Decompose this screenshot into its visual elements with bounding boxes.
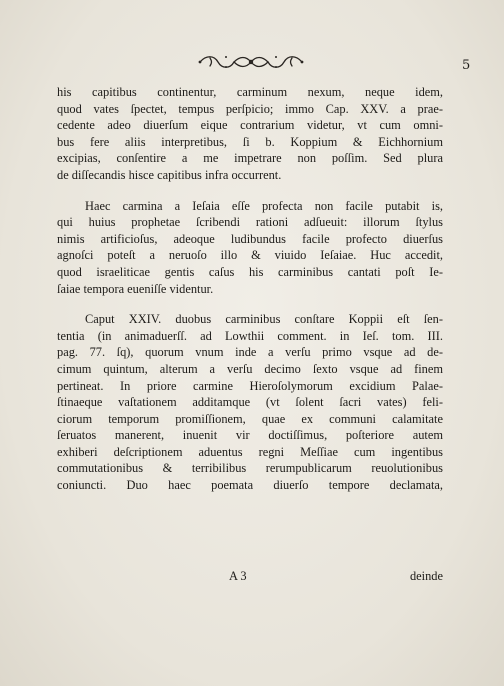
page-footer bbox=[57, 568, 443, 584]
catchword: deinde bbox=[409, 569, 443, 583]
page-number: 5 bbox=[462, 58, 471, 73]
text-line: quod israeliticae gentis caſus his carminibus cantati poſt Ie- bbox=[57, 264, 443, 279]
text-line: pertineat. In priore carmine Hieroſolymorum excidium Palae- bbox=[57, 378, 443, 393]
text-line: his capitibus continentur, carminum nexum, neque idem, bbox=[57, 85, 443, 99]
signature-mark: A 3 bbox=[229, 569, 247, 583]
text-line: ciorum temporum promiſſionem, quae ex communi calamitate bbox=[57, 411, 443, 426]
text-line: nimis artificioſus, adeoque ludibundus facile profecto diuerſus bbox=[57, 231, 443, 246]
text-line: ſaiae tempora eueniſſe videntur. bbox=[57, 281, 214, 296]
text-line: commutationibus & terribilibus rerumpublicarum reuolutionibus bbox=[57, 461, 443, 476]
text-line: coniuncti. Duo haec poemata diuerſo tempore declamata, bbox=[57, 478, 443, 493]
text-line: ſeruatos manerent, inuenit vir doctiſſimus, poſteriore autem bbox=[57, 428, 443, 443]
text-line: tentia (in animaduerſſ. ad Lowthii comment. in Ieſ. tom. III. bbox=[57, 328, 443, 343]
text-line: qui huius prophetae ſcribendi rationi adſueuit: illorum ſtylus bbox=[57, 215, 443, 230]
text-line: excipias, conſentire a me impetrare non poſſim. Sed plura bbox=[57, 151, 443, 166]
text-line: exhiberi deſcriptionem aduentus regni Meſſiae cum ingentibus bbox=[57, 444, 443, 459]
text-line: de diſſecandis hisce capitibus infra occurrent. bbox=[57, 167, 282, 182]
paragraph-gap bbox=[57, 297, 443, 311]
paragraph bbox=[57, 84, 443, 184]
paragraph bbox=[57, 198, 443, 298]
body-text bbox=[57, 84, 443, 494]
text-line: agnoſci poteſt a neruoſo illo & viuido Ieſaiae. Huc accedit, bbox=[57, 248, 443, 263]
text-line: Caput XXIV. duobus carminibus conſtare Koppii eſt ſen- bbox=[85, 312, 443, 327]
text-line: ſtinaeque vaſtationem additamque (vt ſolent ſacri vates) feli- bbox=[57, 395, 443, 410]
paragraph-gap bbox=[57, 184, 443, 198]
text-line: bus fere aliis interpretibus, ſi b. Koppium & Eichhornium bbox=[57, 134, 443, 149]
text-line: pag. 77. ſq), quorum vnum inde a verſu primo vsque ad de- bbox=[57, 345, 443, 360]
paragraph bbox=[57, 311, 443, 494]
text-line: cedente adeo diuerſum eique contrarium videtur, vt cum omni- bbox=[57, 118, 443, 133]
printers-ornament-icon bbox=[196, 51, 306, 73]
text-line: Haec carmina a Ieſaia eſſe profecta non facile putabit is, bbox=[85, 198, 443, 213]
text-line: quod vates ſpectet, tempus perſpicio; immo Cap. XXV. a prae- bbox=[57, 101, 443, 116]
text-line: cimum quintum, alterum a verſu decimo ſexto vsque ad finem bbox=[57, 361, 443, 376]
